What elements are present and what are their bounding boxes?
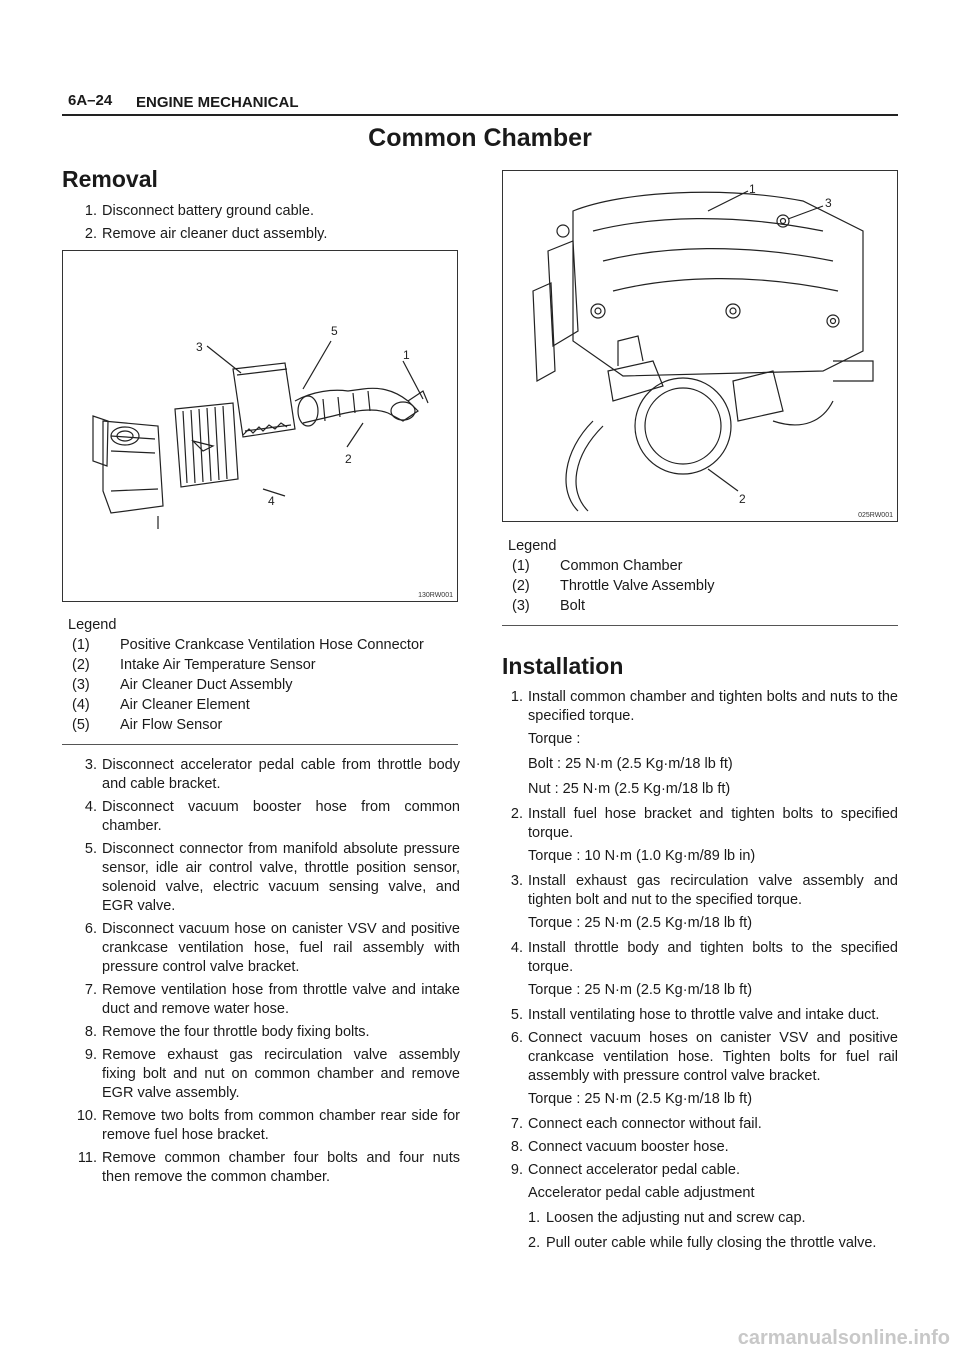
figure-code: 025RW001	[858, 512, 893, 519]
torque-spec: Torque : 10 N·m (1.0 Kg·m/89 lb in)	[528, 848, 756, 864]
section-title: ENGINE MECHANICAL	[136, 94, 299, 111]
step-number: 2.	[84, 226, 97, 242]
step-text: Connect vacuum hoses on canister VSV and positive crankcase ventilation hose. Tighten bolts for fuel rail assembly with pressure control valve bracket.	[528, 1030, 898, 1084]
air-cleaner-illustration	[63, 251, 457, 601]
callout-1: 1	[403, 348, 410, 362]
section-number: 6A–24	[68, 92, 113, 109]
step-number: 9.	[84, 1047, 97, 1063]
removal-heading: Removal	[62, 166, 158, 192]
torque-label: Torque :	[528, 731, 581, 747]
step-text: Remove air cleaner duct assembly.	[102, 226, 328, 242]
legend-number: (3)	[512, 598, 530, 614]
right-legend	[502, 536, 896, 616]
step-text: Loosen the adjusting nut and screw cap.	[546, 1210, 806, 1226]
torque-spec: Torque : 25 N·m (2.5 Kg·m/18 lb ft)	[528, 982, 753, 998]
legend-text: Bolt	[560, 598, 585, 614]
step-number: 4.	[84, 799, 97, 815]
callout-5: 5	[331, 324, 338, 338]
step-text: Remove the four throttle body fixing bolts.	[102, 1024, 370, 1040]
step-number: 7.	[84, 982, 97, 998]
step-text: Connect vacuum booster hose.	[528, 1139, 729, 1155]
legend-text: Throttle Valve Assembly	[560, 578, 715, 594]
install-step	[488, 1161, 898, 1180]
legend-item	[502, 576, 896, 596]
legend-text: Air Cleaner Element	[120, 697, 250, 713]
legend-item	[502, 596, 896, 616]
step-number: 1.	[510, 689, 523, 705]
install-step	[488, 1029, 898, 1086]
step-text: Disconnect vacuum booster hose from common chamber.	[102, 799, 460, 834]
step-number: 8.	[510, 1139, 523, 1155]
figure-code: 130RW001	[418, 592, 453, 599]
callout-3: 3	[825, 196, 832, 210]
step-number: 1.	[84, 203, 97, 219]
legend-text: Positive Crankcase Ventilation Hose Connector	[120, 637, 424, 653]
torque-nut: Nut : 25 N·m (2.5 Kg·m/18 lb ft)	[528, 781, 731, 797]
legend-number: (1)	[512, 558, 530, 574]
step-number: 6.	[84, 921, 97, 937]
legend-number: (1)	[72, 637, 90, 653]
removal-steps	[62, 756, 460, 1191]
legend-title: Legend	[508, 538, 557, 554]
removal-step	[62, 1107, 460, 1145]
install-step	[488, 805, 898, 843]
legend-item	[62, 655, 462, 675]
step-number: 3.	[510, 873, 523, 889]
legend-title: Legend	[68, 617, 117, 633]
adjustment-note: Accelerator pedal cable adjustment	[528, 1185, 755, 1201]
callout-2: 2	[345, 452, 352, 466]
step-text: Install exhaust gas recirculation valve assembly and tighten bolt and nut to the specified torque.	[528, 873, 898, 908]
legend-text: Common Chamber	[560, 558, 683, 574]
step-number: 5.	[84, 841, 97, 857]
step-number: 6.	[510, 1030, 523, 1046]
legend-item	[62, 675, 462, 695]
step-text: Pull outer cable while fully closing the throttle valve.	[546, 1235, 877, 1251]
step-text: Disconnect accelerator pedal cable from throttle body and cable bracket.	[102, 757, 460, 792]
legend-text: Air Cleaner Duct Assembly	[120, 677, 293, 693]
removal-step	[62, 1046, 460, 1103]
header-divider	[62, 114, 898, 116]
removal-step	[62, 225, 462, 244]
legend-text: Intake Air Temperature Sensor	[120, 657, 316, 673]
step-number: 4.	[510, 940, 523, 956]
watermark: carmanualsonline.info	[737, 1327, 950, 1349]
step-number: 2.	[528, 1235, 541, 1251]
legend-divider	[502, 625, 898, 626]
sub-step	[488, 1234, 898, 1253]
step-text: Install common chamber and tighten bolts and nuts to the specified torque.	[528, 689, 898, 724]
callout-2: 2	[739, 492, 746, 506]
install-step	[488, 1006, 898, 1025]
step-text: Install ventilating hose to throttle valve and intake duct.	[528, 1007, 880, 1023]
legend-divider	[62, 744, 458, 745]
step-text: Connect accelerator pedal cable.	[528, 1162, 740, 1178]
install-step	[488, 1115, 898, 1134]
torque-spec: Torque : 25 N·m (2.5 Kg·m/18 lb ft)	[528, 915, 753, 931]
legend-number: (2)	[72, 657, 90, 673]
legend-text: Air Flow Sensor	[120, 717, 223, 733]
removal-step	[62, 798, 460, 836]
removal-step	[62, 756, 460, 794]
removal-step	[62, 202, 462, 221]
legend-item	[502, 556, 896, 576]
legend-number: (4)	[72, 697, 90, 713]
step-number: 9.	[510, 1162, 523, 1178]
removal-intro-steps	[62, 202, 462, 248]
step-number: 10.	[76, 1108, 97, 1124]
removal-step	[62, 1023, 460, 1042]
step-number: 5.	[510, 1007, 523, 1023]
legend-item	[62, 635, 462, 655]
legend-number: (3)	[72, 677, 90, 693]
step-text: Install throttle body and tighten bolts to the specified torque.	[528, 940, 898, 975]
step-text: Remove ventilation hose from throttle valve and intake duct and remove water hose.	[102, 982, 460, 1017]
step-text: Disconnect connector from manifold absolute pressure sensor, idle air control valve, throttle position sensor, solenoid valve, electric vacuum sensing valve, and EGR valve.	[102, 841, 460, 914]
step-text: Remove exhaust gas recirculation valve assembly fixing bolt and nut on common chamber and remove EGR valve assembly.	[102, 1047, 460, 1101]
common-chamber-illustration	[503, 171, 897, 521]
callout-3: 3	[196, 340, 203, 354]
step-number: 11.	[77, 1150, 97, 1166]
install-step	[488, 939, 898, 977]
step-text: Remove two bolts from common chamber rear side for remove fuel hose bracket.	[102, 1108, 460, 1143]
step-text: Remove common chamber four bolts and four nuts then remove the common chamber.	[102, 1150, 460, 1185]
installation-heading: Installation	[502, 653, 624, 679]
step-number: 7.	[510, 1116, 523, 1132]
legend-item	[62, 715, 462, 735]
air-cleaner-figure	[62, 250, 458, 602]
step-number: 1.	[528, 1210, 541, 1226]
left-legend	[62, 615, 462, 735]
callout-4: 4	[268, 494, 275, 508]
step-text: Disconnect vacuum hose on canister VSV and positive crankcase ventilation hose, fuel rail assembly with pressure control valve bracket.	[102, 921, 460, 975]
step-text: Disconnect battery ground cable.	[102, 203, 314, 219]
torque-spec: Torque : 25 N·m (2.5 Kg·m/18 lb ft)	[528, 1091, 753, 1107]
install-step	[488, 1138, 898, 1157]
sub-step	[488, 1209, 898, 1228]
install-step	[488, 688, 898, 726]
legend-item	[62, 695, 462, 715]
step-text: Install fuel hose bracket and tighten bolts to specified torque.	[528, 806, 898, 841]
step-number: 2.	[510, 806, 523, 822]
legend-number: (5)	[72, 717, 90, 733]
common-chamber-figure	[502, 170, 898, 522]
removal-step	[62, 1149, 460, 1187]
callout-1: 1	[749, 182, 756, 196]
installation-steps	[488, 688, 898, 1259]
step-number: 3.	[84, 757, 97, 773]
removal-step	[62, 840, 460, 916]
step-text: Connect each connector without fail.	[528, 1116, 762, 1132]
install-step	[488, 872, 898, 910]
step-number: 8.	[84, 1024, 97, 1040]
removal-step	[62, 920, 460, 977]
page-title: Common Chamber	[368, 124, 592, 152]
removal-step	[62, 981, 460, 1019]
torque-bolt: Bolt : 25 N·m (2.5 Kg·m/18 lb ft)	[528, 756, 733, 772]
legend-number: (2)	[512, 578, 530, 594]
